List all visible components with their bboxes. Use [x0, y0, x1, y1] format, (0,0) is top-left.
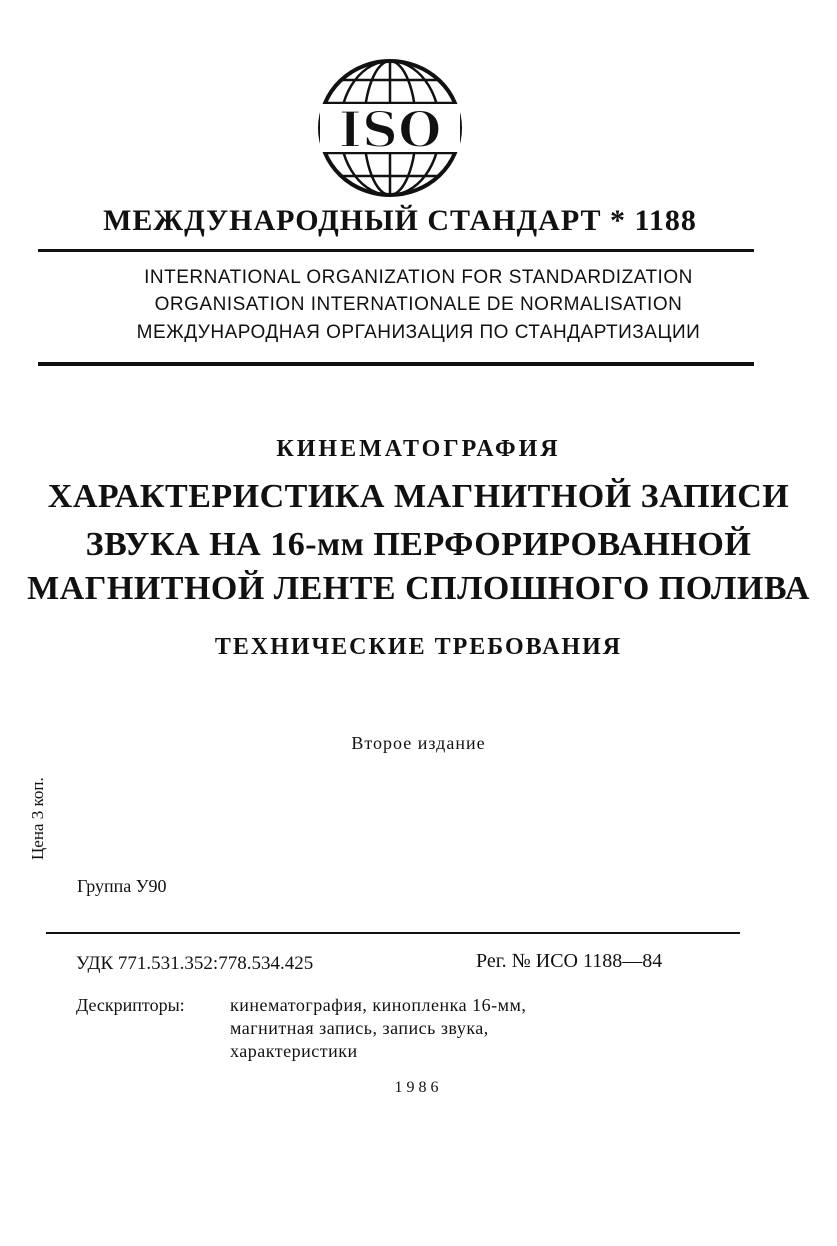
descriptors-line: кинематография, кинопленка 16-мм, [230, 995, 527, 1015]
document-title-line: МАГНИТНОЙ ЛЕНТЕ СПЛОШНОГО ПОЛИВА [27, 570, 810, 607]
document-subject: КИНЕМАТОГРАФИЯ [276, 436, 561, 462]
udk-code: УДК 771.531.352:778.534.425 [76, 953, 314, 974]
iso-logo-text: ISO [338, 100, 442, 159]
iso-logo [316, 58, 464, 198]
organization-divider [38, 362, 754, 366]
org-name-russian: МЕЖДУНАРОДНАЯ ОРГАНИЗАЦИЯ ПО СТАНДАРТИЗАЦИИ [136, 322, 701, 343]
document-subtitle: ТЕХНИЧЕСКИЕ ТРЕБОВАНИЯ [214, 634, 623, 660]
descriptors-line: характеристики [230, 1041, 358, 1061]
registration-number: Рег. № ИСО 1188—84 [476, 950, 663, 972]
publication-year: 1986 [394, 1079, 443, 1096]
price-label: Цена 3 коп. [28, 777, 47, 860]
header-divider [38, 249, 754, 252]
org-name-english: INTERNATIONAL ORGANIZATION FOR STANDARDIZATION [144, 267, 693, 288]
descriptors-label: Дескрипторы: [76, 995, 185, 1015]
document-title-line: ЗВУКА НА 16-мм ПЕРФОРИРОВАННОЙ [85, 526, 752, 563]
edition-label: Второе издание [351, 733, 486, 753]
group-label: Группа У90 [77, 876, 167, 896]
standard-title: МЕЖДУНАРОДНЫЙ СТАНДАРТ * 1188 [103, 204, 697, 237]
org-name-french: ORGANISATION INTERNATIONALE DE NORMALISATION [154, 294, 683, 315]
footer-divider [46, 932, 740, 934]
document-title-line: ХАРАКТЕРИСТИКА МАГНИТНОЙ ЗАПИСИ [47, 478, 790, 515]
descriptors-line: магнитная запись, запись звука, [230, 1018, 489, 1038]
